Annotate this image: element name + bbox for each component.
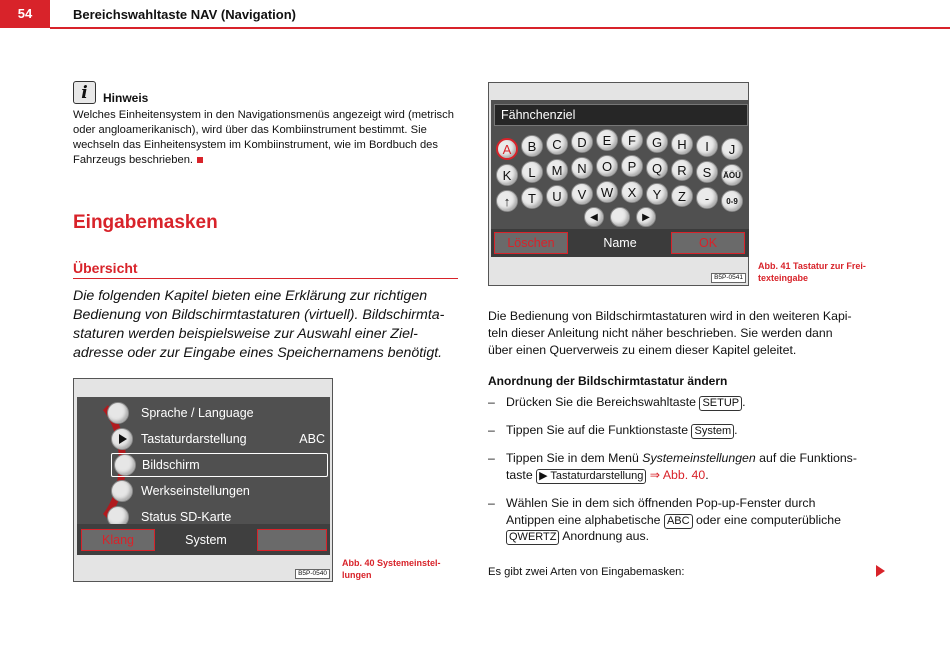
key-numbers[interactable]: 0-9 xyxy=(721,190,743,212)
key-i[interactable]: I xyxy=(696,135,718,157)
key-y[interactable]: Y xyxy=(646,183,668,205)
key-c[interactable]: C xyxy=(546,133,568,155)
step-2: – Tippen Sie auf die Funktionstaste System . xyxy=(488,423,738,437)
info-icon: i xyxy=(73,81,96,104)
step-4: – Wählen Sie in dem sich öffnenden Pop-up-Fenster durch Antippen eine alphabetische ABC oder eine computerübliche xyxy=(488,496,841,527)
key-umlauts[interactable]: ÄÖÜ xyxy=(721,164,743,186)
keyboard-screen xyxy=(491,100,749,257)
abc-key: ABC xyxy=(664,514,693,529)
system-settings-screen xyxy=(77,397,330,555)
qwertz-key: QWERTZ xyxy=(506,530,559,545)
page-header-title: Bereichswahltaste NAV (Navigation) xyxy=(73,7,296,22)
figure-reference-link[interactable]: ⇒ Abb. 40 xyxy=(649,468,706,482)
key-h[interactable]: H xyxy=(671,133,693,155)
continue-arrow-icon xyxy=(876,565,885,577)
figure-code: B5P-0541 xyxy=(711,273,746,283)
page-number: 54 xyxy=(0,0,50,28)
key-n[interactable]: N xyxy=(571,157,593,179)
note-body: Welches Einheitensystem in den Navigationsmenüs angezeigt wird (metrisch oder angloamerikanisch), wird über das Kombiinstrument bestimmt. Sie wechseln das Einheitensystem im Kombiinstrument, wie im Bordbuch des Fahrzeugs beschrieben. xyxy=(73,109,454,166)
figure-40-caption: Abb. 40 Systemeinstel- lungen xyxy=(342,558,441,580)
menu-radio-icon xyxy=(107,402,129,424)
menu-radio-icon xyxy=(114,454,136,476)
text-input-field[interactable]: Fähnchenziel xyxy=(494,104,748,126)
shift-key[interactable]: ↑ xyxy=(496,190,518,212)
key-q[interactable]: Q xyxy=(646,157,668,179)
header-rule xyxy=(50,27,950,29)
step-4-continued: QWERTZ Anordnung aus. xyxy=(488,528,883,545)
delete-button[interactable]: Löschen xyxy=(494,232,568,254)
end-mark-icon xyxy=(197,157,203,163)
key-j[interactable]: J xyxy=(721,138,743,160)
footer-text: Es gibt zwei Arten von Eingabemasken: xyxy=(488,566,685,578)
menu-item-screen[interactable]: Bildschirm xyxy=(111,453,328,477)
cursor-right-icon[interactable]: ▶ xyxy=(636,207,656,227)
note-title: Hinweis xyxy=(103,91,149,105)
key-w[interactable]: W xyxy=(596,181,618,203)
keyboard-softkey-bar xyxy=(491,229,749,257)
key-t[interactable]: T xyxy=(521,187,543,209)
menu-radio-icon xyxy=(111,480,133,502)
key-e[interactable]: E xyxy=(596,129,618,151)
play-icon xyxy=(111,428,133,450)
keyboard-layout-key: ▶ Tastaturdarstellung xyxy=(536,469,646,484)
key-f[interactable]: F xyxy=(621,129,643,151)
menu-item-keyboard-layout[interactable]: Tastaturdarstellung ABC xyxy=(107,427,329,451)
softkey-bar xyxy=(77,524,330,555)
key-x[interactable]: X xyxy=(621,181,643,203)
menu-item-factory-settings[interactable]: Werkseinstellungen xyxy=(107,479,329,503)
key-u[interactable]: U xyxy=(546,185,568,207)
figure-41-caption: Abb. 41 Tastatur zur Frei- texteingabe xyxy=(758,261,866,283)
empty-softkey[interactable] xyxy=(257,529,327,551)
keyboard-layout-heading: Anordnung der Bildschirmtastatur ändern xyxy=(488,374,728,388)
subheading-rule xyxy=(73,278,458,279)
key-d[interactable]: D xyxy=(571,131,593,153)
step-1: – Drücken Sie die Bereichswahltaste SETUP . xyxy=(488,395,746,409)
menu-item-language[interactable]: Sprache / Language xyxy=(107,401,329,425)
key-k[interactable]: K xyxy=(496,164,518,186)
key-r[interactable]: R xyxy=(671,159,693,181)
key-s[interactable]: S xyxy=(696,161,718,183)
right-paragraph: Die Bedienung von Bildschirmtastaturen wird in den weiteren Kapi- teln dieser Anleitung nicht näher beschrieben. Sie werden dann über einen Querverweis zu einem dieser Kapitel geleitet. xyxy=(488,309,852,357)
key-a[interactable]: A xyxy=(496,138,518,160)
setup-key: SETUP xyxy=(699,396,742,411)
section-heading: Eingabemasken xyxy=(73,212,218,233)
figure-41-frame xyxy=(488,82,749,286)
cursor-left-icon[interactable]: ◀ xyxy=(584,207,604,227)
step-3: – Tippen Sie in dem Menü Systemeinstellungen auf die Funktions- taste ▶ Tastaturdarstellung ⇒ Abb. 40. xyxy=(488,451,857,482)
section-subheading: Übersicht xyxy=(73,260,138,276)
menu-item-sd-status[interactable]: Status SD-Karte xyxy=(107,505,329,529)
key-p[interactable]: P xyxy=(621,155,643,177)
key-hyphen[interactable]: - xyxy=(696,187,718,209)
system-key: System xyxy=(691,424,734,439)
sound-button[interactable]: Klang xyxy=(81,529,155,551)
key-z[interactable]: Z xyxy=(671,185,693,207)
name-label: Name xyxy=(603,236,637,250)
ok-button[interactable]: OK xyxy=(671,232,745,254)
key-b[interactable]: B xyxy=(521,135,543,157)
intro-paragraph: Die folgenden Kapitel bieten eine Erklärung zur richtigen Bedienung von Bildschirmtastaturen (virtuell). Bildschirmta- staturen werden beispielsweise zur Auswahl einer Ziel- adresse oder zur Eingabe eines Speichernamens benötigt. xyxy=(73,288,445,361)
system-label: System xyxy=(185,533,227,547)
key-m[interactable]: M xyxy=(546,159,568,181)
key-l[interactable]: L xyxy=(521,161,543,183)
key-o[interactable]: O xyxy=(596,155,618,177)
cursor-center-icon[interactable] xyxy=(610,207,630,227)
figure-40-frame xyxy=(73,378,333,582)
key-v[interactable]: V xyxy=(571,183,593,205)
key-g[interactable]: G xyxy=(646,131,668,153)
figure-code: B5P-0540 xyxy=(295,569,330,579)
